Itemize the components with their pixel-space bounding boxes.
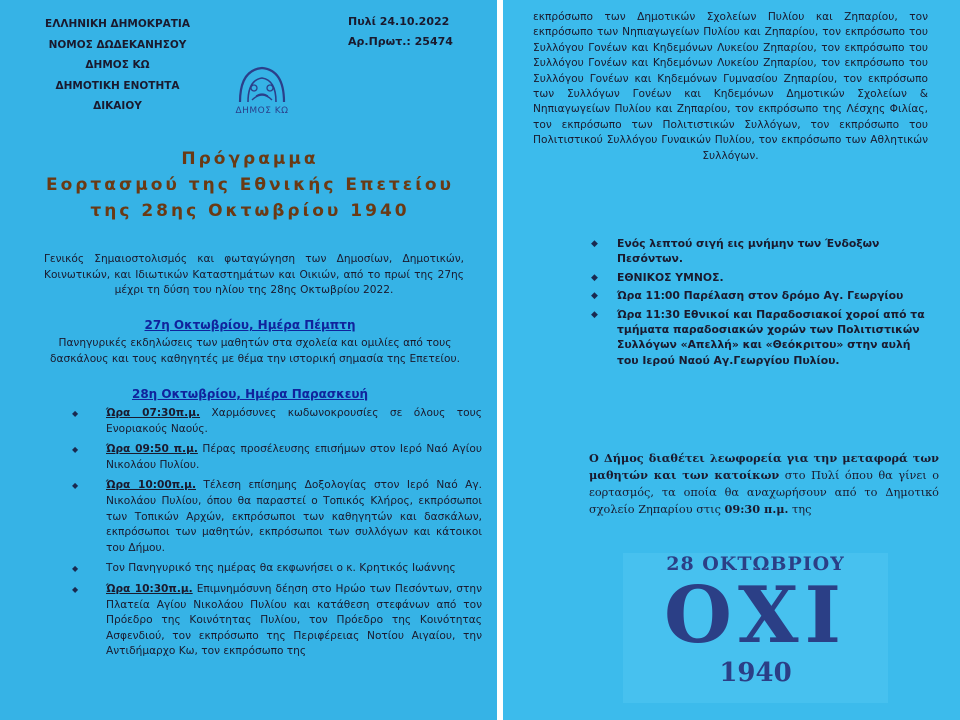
document-reference	[348, 12, 468, 52]
schedule-time: Ώρα 10:30π.μ.	[106, 582, 193, 595]
header-line: ΕΛΛΗΝΙΚΗ ΔΗΜΟΚΡΑΤΙΑ	[45, 18, 190, 30]
notice-end: της	[788, 503, 812, 516]
bullet-diamond-icon: ◆	[591, 239, 598, 249]
authority-header	[30, 14, 205, 117]
event-item	[589, 288, 929, 303]
schedule-item	[72, 582, 482, 660]
header-line: ΝΟΜΟΣ ΔΩΔΕΚΑΝΗΣΟΥ	[48, 38, 187, 51]
notice-time: 09:30 π.μ.	[724, 502, 789, 516]
title-line: Πρόγραμμα	[181, 149, 319, 169]
bullet-diamond-icon: ◆	[72, 564, 79, 574]
continuation-paragraph: εκπρόσωπο των Δημοτικών Σχολείων Πυλίου και Ζηπαρίου, τον εκπρόσωπο των Νηπιαγωγείων Πυλίου και Ζηπαρίου, τον εκπρόσωπο του Συλλόγου Γονέων και Κηδεμόνων Λυκείου Ζηπαρίου, τον εκπρόσωπο του Συλλόγου Γονέων και Κηδεμόνων Λυκείου Ζηπαρίου, τον εκπρόσωπο του Συλλόγου Γονέων και Κηδεμόνων Γυμνασίου Ζηπαρίου, τον εκπρόσωπο των Συλλόγων Γονέων και Κηδεμόνων Δημοτικών Σχολείων & Νηπιαγωγείων Πυλίου και Ζηπαρίου, τον εκπρόσωπο της Λέσχης Φιλίας, τον εκπρόσωπο των Πολιτιστικών Συλλόγων, τον εκπρόσωπο του Πολιτιστικού Συλλόγου Γυναικών Πυλίου, τον εκπρόσωπο των Αθλητικών Συλλόγων.	[533, 11, 928, 162]
bullet-diamond-icon: ◆	[72, 409, 79, 418]
schedule-time: Ώρα 09:50 π.μ.	[106, 443, 198, 456]
protocol-number: Αρ.Πρωτ.: 25474	[348, 35, 453, 48]
day1-heading: 27η Οκτωβρίου, Ημέρα Πέμπτη	[144, 318, 356, 332]
schedule-text: Επιμνημόσυνη δέηση στο Ηρώο των Πεσόντων, στην Πλατεία Αγίου Νικολάου Πυλίου και κατάθεση στεφάνων από τον Πρόεδρο της Κοινότητας Πυλίου, τον Πρόεδρο της Κοινότητας Ασφενδιού, τον εκπρόσωπο της Περιφέρειας Νοτίου Αιγαίου, την Αντιδήμαρχο Κω, τον εκπρόσωπο της	[106, 582, 483, 658]
transport-notice	[589, 450, 939, 518]
event-item	[589, 270, 929, 285]
bullet-diamond-icon: ◆	[72, 584, 79, 594]
event-text: Ώρα 11:30 Εθνικοί και Παραδοσιακοί χοροί από τα τμήματα παραδοσιακών χορών των Πολιτιστικών Συλλόγων «Απελλή» και «Θεόκριτου» στην αυλή του Ιερού Ναού Αγ.Γεωργίου Πυλίου.	[617, 307, 925, 367]
schedule-text: Πέρας προσέλευσης επισήμων στον Ιερό Ναό Αγίου Νικολάου Πυλίου.	[106, 443, 482, 471]
poster-year: 1940	[719, 658, 792, 688]
schedule-item	[72, 442, 482, 473]
day2-heading: 28η Οκτωβρίου, Ημέρα Παρασκευή	[131, 387, 369, 401]
schedule-text: Χαρμόσυνες κωδωνοκρουσίες σε όλους τους Ενοριακούς Ναούς.	[106, 407, 482, 435]
schedule-item	[72, 478, 482, 556]
event-text: Ώρα 11:00 Παρέλαση στον δρόμο Αγ. Γεωργίου	[617, 289, 904, 303]
poster-oxi: ΟΧΙ	[664, 570, 847, 661]
event-text: ΕΘΝΙΚΟΣ ΥΜΝΟΣ.	[617, 270, 724, 284]
schedule-time: Ώρα 10:00π.μ.	[106, 479, 197, 492]
schedule-item	[72, 561, 482, 577]
event-item	[589, 307, 929, 369]
event-item	[589, 236, 929, 267]
program-title	[30, 146, 470, 224]
notice-text: στο Πυλί όπου θα γίνει ο εορτασμός, τα οποία θα αναχωρήσουν από το Δημοτικό σχολείο Ζηπαρίου στις	[589, 469, 940, 516]
header-line: ΔΗΜΟΤΙΚΗ ΕΝΟΤΗΤΑ	[55, 79, 180, 92]
document-date: Πυλί 24.10.2022	[348, 15, 450, 28]
notice-bold: Ο Δήμος διαθέτει λεωφορεία για την μεταφορά των μαθητών και των κατοίκων	[589, 451, 939, 482]
schedule-text: Τέλεση επίσημης Δοξολογίας στον Ιερό Ναό Αγ. Νικολάου Πυλίου, όπου θα παραστεί ο Τοπικός Κλήρος, εκπρόσωποι των Τοπικών Αρχών, εκπρόσωποι των καθηγητών και δασκάλων, εκπρόσωποι των μαθητών, εκπρόσωποι των συλλόγων και κάτοικοι του Δήμου.	[106, 479, 483, 554]
oxi-poster	[623, 553, 888, 703]
title-line: Εορτασμού της Εθνικής Επετείου	[45, 175, 455, 195]
bullet-diamond-icon: ◆	[591, 309, 598, 320]
schedule-item	[72, 406, 482, 437]
logo-caption: ΔΗΜΟΣ ΚΩ	[235, 106, 289, 116]
poster-date: 28 ΟΚΤΩΒΡΙΟΥ	[666, 553, 845, 575]
schedule-time: Ώρα 07:30π.μ.	[106, 407, 201, 419]
bullet-diamond-icon: ◆	[72, 445, 79, 455]
header-line: ΔΗΜΟΣ ΚΩ	[85, 59, 150, 71]
intro-paragraph: Γενικός Σημαιοστολισμός και φωταγώγηση των Δημοσίων, Δημοτικών, Κοινωτικών, και Ιδιωτικών Καταστημάτων και Οικιών, από το πρωί της 27ης μέχρι τη δύση του ηλίου της 28ης Οκτωβρίου 2022.	[44, 253, 464, 296]
bullet-diamond-icon: ◆	[72, 481, 79, 491]
bullet-diamond-icon: ◆	[591, 291, 598, 302]
event-text: Ενός λεπτού σιγή εις μνήμην των Ένδοξων Πεσόντων.	[617, 237, 880, 266]
schedule-text: Τον Πανηγυρικό της ημέρας θα εκφωνήσει ο κ. Κρητικός Ιωάννης	[106, 562, 456, 575]
title-line: της 28ης Οκτωβρίου 1940	[90, 201, 410, 221]
bullet-diamond-icon: ◆	[591, 272, 598, 283]
events-list	[589, 236, 929, 371]
day1-text: Πανηγυρικές εκδηλώσεις των μαθητών στα σχολεία και ομιλίες από τους δασκάλους και τους καθηγητές με θέμα την ιστορική σημασία της Επετείου.	[50, 337, 460, 365]
program-page-right	[503, 0, 960, 720]
day2-schedule	[72, 406, 482, 665]
header-line: ΔΙΚΑΙΟΥ	[93, 100, 142, 112]
